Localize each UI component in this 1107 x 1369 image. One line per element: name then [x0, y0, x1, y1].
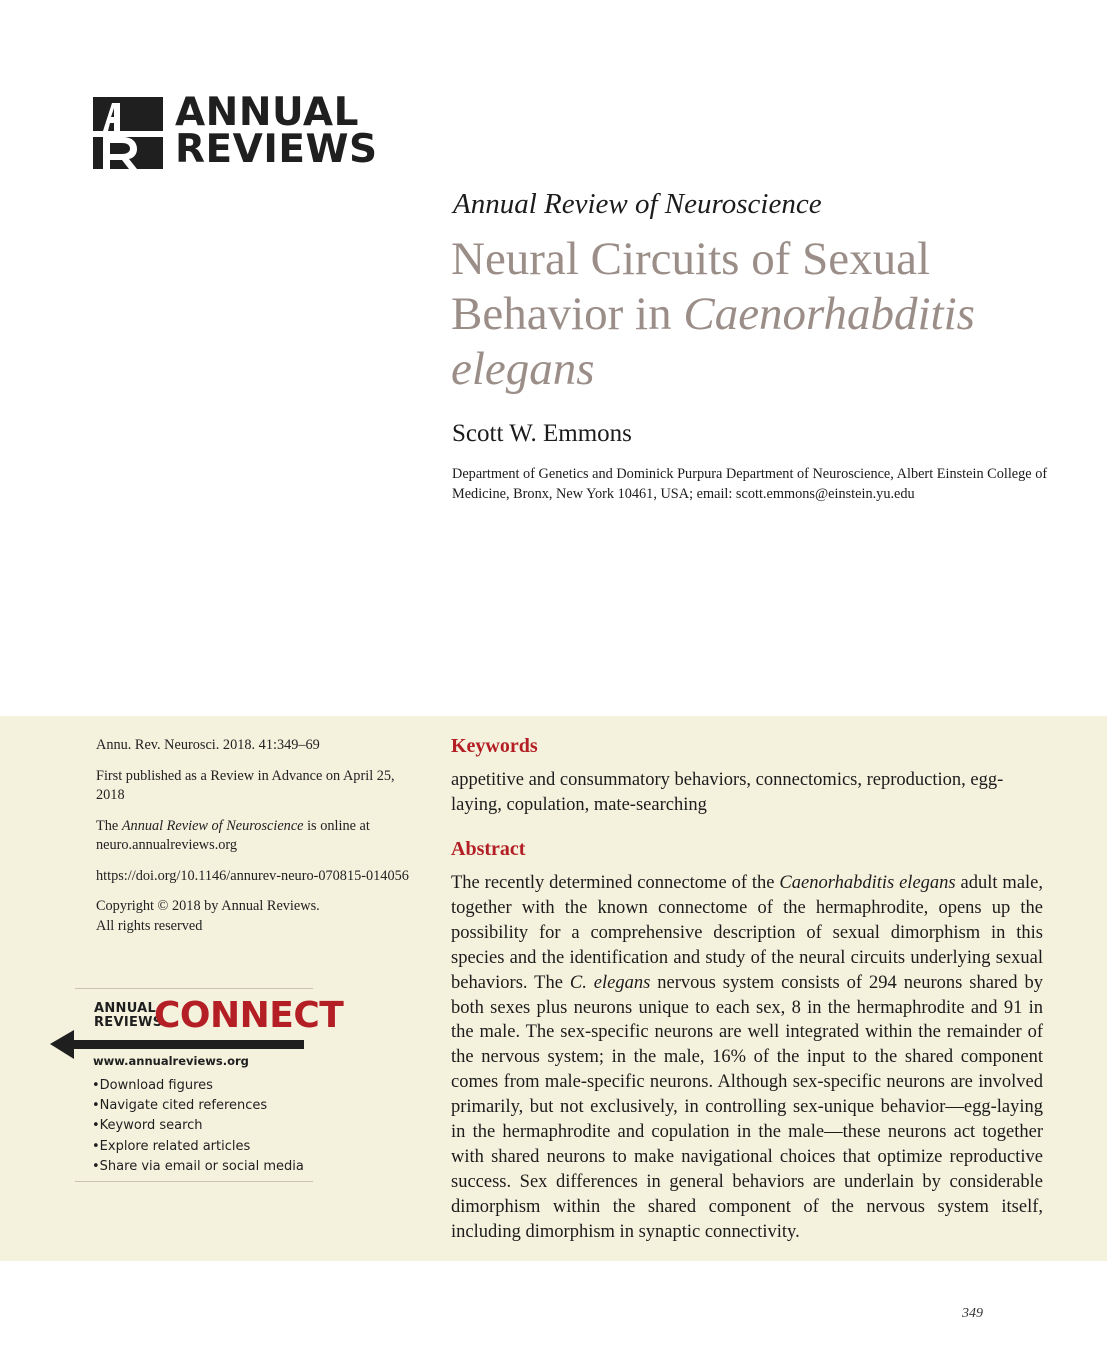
annual-reviews-logo — [93, 90, 378, 172]
connect-ar-label — [94, 1002, 162, 1030]
title-italic: Caenorhabditis elegans — [451, 288, 975, 395]
rights-line: All rights reserved — [96, 917, 203, 934]
abstract-text — [451, 871, 1043, 1245]
ar-logo-mark — [93, 97, 163, 169]
keywords-text: appetitive and consummatory behaviors, connectomics, reproduction, egg-laying, copulation, mate-searching — [451, 770, 1004, 815]
connect-bottom-rule — [75, 1181, 313, 1182]
abstract-p2: adult male, together with the known connectome of the hermaphrodite, opens up the possibility for a comprehensive description of sexual dimorphism in this species and the identification and study of the neural circuits underlying sexual behaviors. The — [451, 873, 1044, 993]
connect-item: • Explore related articles — [92, 1137, 304, 1157]
logo-line2: REVIEWS — [175, 127, 378, 172]
article-title — [451, 232, 1011, 397]
annual-reviews-connect-box — [50, 988, 344, 1184]
abstract-it2: C. elegans — [569, 972, 651, 993]
online-prefix: The — [96, 817, 122, 834]
online-journal: Annual Review of Neuroscience — [121, 817, 304, 834]
keywords-heading: Keywords — [451, 735, 538, 757]
connect-item: • Share via email or social media — [92, 1157, 304, 1177]
connect-reviews: REVIEWS — [94, 1015, 163, 1030]
author-name: Scott W. Emmons — [452, 420, 632, 447]
connect-feature-list — [92, 1076, 304, 1177]
connect-wordmark: CONNECT — [154, 995, 344, 1036]
published-date: First published as a Review in Advance on April 25, 2018 — [96, 767, 395, 803]
main-column — [451, 735, 1043, 1245]
online-suffix: is online at neuro.annualreviews.org — [96, 817, 370, 853]
sidebar-info — [96, 736, 416, 947]
page-number: 349 — [962, 1306, 983, 1321]
abstract-p1: The recently determined connectome of the — [451, 873, 780, 893]
connect-annual: ANNUAL — [94, 1001, 157, 1016]
title-roman: Neural Circuits of Sexual Behavior in — [451, 233, 931, 340]
journal-name: Annual Review of Neuroscience — [453, 188, 822, 220]
connect-url[interactable]: www.annualreviews.org — [93, 1054, 249, 1068]
connect-item: • Navigate cited references — [92, 1096, 304, 1116]
affiliation: Department of Genetics and Dominick Purpura Department of Neuroscience, Albert Einstein College of Medicine, Bronx, New York 10461, USA; email: scott.emmons@einstein.yu.edu — [452, 466, 1048, 502]
copyright — [96, 897, 416, 936]
connect-item: • Download figures — [92, 1076, 304, 1096]
connect-top-rule — [75, 988, 313, 989]
abstract-it1: Caenorhabditis elegans — [779, 873, 956, 893]
connect-item: • Keyword search — [92, 1116, 304, 1136]
logo-line1: ANNUAL — [175, 90, 359, 135]
online-note — [96, 817, 416, 856]
copyright-line: Copyright © 2018 by Annual Reviews. — [96, 898, 320, 914]
logo-wordmark — [175, 90, 378, 172]
citation: Annu. Rev. Neurosci. 2018. 41:349–69 — [96, 737, 320, 753]
doi-link[interactable]: https://doi.org/10.1146/annurev-neuro-070815-014056 — [96, 867, 409, 884]
abstract-heading: Abstract — [451, 838, 526, 860]
abstract-p3: nervous system consists of 294 neurons shared by both sexes plus neurons unique to each sex, 8 in the hermaphrodite and 91 in the male. The sex-specific neurons are well integrated within the remainder of the nervous system; in the male, 16% of the input to the shared component comes from male-specific neurons. Although sex-specific neurons are involved primarily, but not exclusively, in controlling sex-unique behavior—egg-laying in the hermaphrodite and copulation in the male—these neurons act together with shared neurons to make navigational choices that optimize reproductive success. Sex differences in general behaviors are underlain by considerable dimorphism within the shared component of the nervous system itself, including dimorphism in synaptic connectivity. — [451, 972, 1043, 1242]
